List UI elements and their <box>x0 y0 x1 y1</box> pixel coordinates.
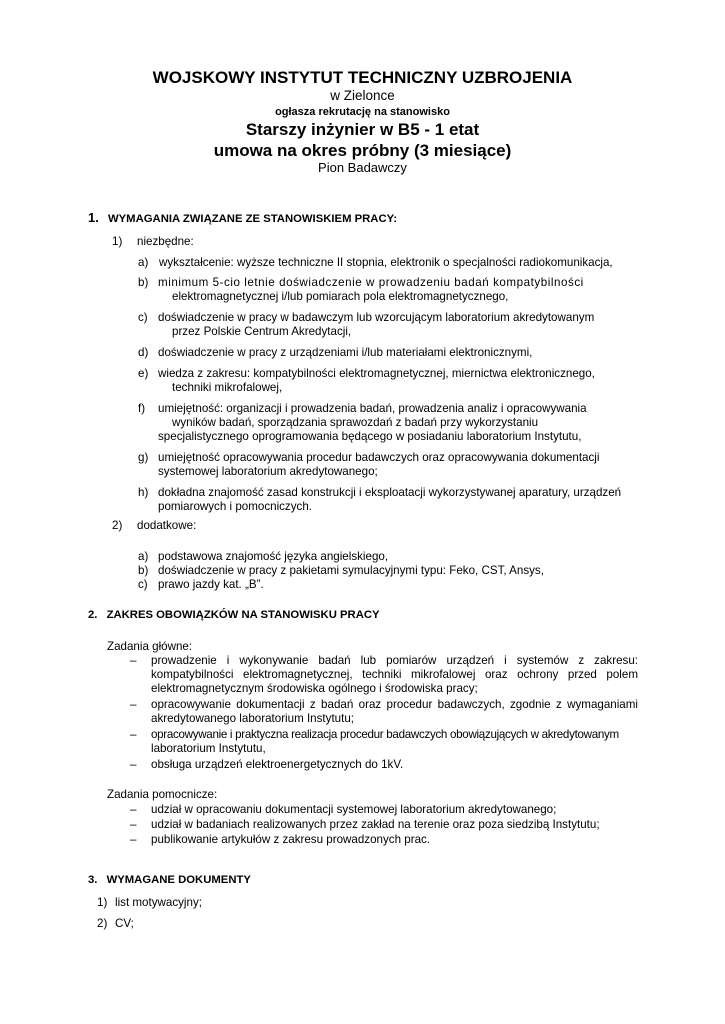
item-letter: e) <box>138 367 149 380</box>
requirement-text: umiejętność: organizacji i prowadzenia badań, prowadzenia analiz i opracowywania <box>158 402 587 415</box>
document-number: 1) <box>97 896 108 909</box>
item-letter: c) <box>138 578 148 591</box>
dash-bullet: – <box>130 654 137 667</box>
task-text: laboratorium Instytutu, <box>151 742 266 755</box>
requirement-text: wykształcenie: wyższe techniczne II stopnia, elektronik o specjalności radiokomunikacja, <box>159 256 613 269</box>
requirement-text: minimum 5-cio letnie doświadczenie w prowadzeniu badań kompatybilności <box>158 276 584 289</box>
task-text: prowadzenie i wykonywanie badań lub pomiarów urządzeń i systemów z zakresu: <box>151 654 638 667</box>
aux-task-text: udział w opracowaniu dokumentacji systemowej laboratorium akredytowanego; <box>151 803 557 816</box>
announcement-line: ogłasza rekrutację na stanowisko <box>275 106 450 118</box>
requirement-text: systemowej laboratorium akredytowanego; <box>158 465 378 478</box>
section-number: 1. <box>88 210 99 225</box>
item-letter: d) <box>138 346 149 359</box>
additional-requirement-text: doświadczenie w pracy z pakietami symulacyjnymi typu: Feko, CST, Ansys, <box>158 564 544 577</box>
requirement-text: dokładna znajomość zasad konstrukcji i eksploatacji wykorzystywanej aparatury, urządzeń <box>158 486 622 499</box>
dash-bullet: – <box>130 833 137 846</box>
item-letter: b) <box>138 276 149 289</box>
section-number: 3. <box>88 874 98 886</box>
task-text: opracowywanie dokumentacji z badań oraz procedur badawczych, zgodnie z wymaganiami <box>151 698 638 711</box>
contract-type: umowa na okres próbny (3 miesiące) <box>213 141 512 160</box>
item-letter: h) <box>138 486 149 499</box>
section-3-heading <box>88 874 251 886</box>
item-letter: a) <box>138 256 149 269</box>
task-text: kompatybilności elektromagnetycznej, techniki mikrofalowej oraz ochrony przed polem <box>151 668 638 681</box>
requirement-text: przez Polskie Centrum Akredytacji, <box>172 325 352 338</box>
task-text: elektromagnetycznym środowiska ogólnego i środowiska pracy; <box>151 682 478 695</box>
section-number: 2. <box>88 609 98 621</box>
required-number: 1) <box>112 235 123 248</box>
division-name: Pion Badawczy <box>318 160 407 175</box>
item-letter: g) <box>138 451 149 464</box>
section-title: ZAKRES OBOWIĄZKÓW NA STANOWISKU PRACY <box>106 609 380 621</box>
requirement-text: doświadczenie w pracy w badawczym lub wzorcującym laboratorium akredytowanym <box>158 311 595 324</box>
document-number: 2) <box>97 917 108 930</box>
requirement-text: wiedza z zakresu: kompatybilności elektromagnetycznej, miernictwa elektronicznego, <box>158 367 595 380</box>
additional-requirement-text: podstawowa znajomość języka angielskiego, <box>158 550 389 563</box>
requirement-text: pomiarowych i pomocniczych. <box>158 500 312 513</box>
requirement-text: specjalistycznego oprogramowania będącego w posiadaniu laboratorium Instytutu, <box>158 430 582 443</box>
item-letter: a) <box>138 550 149 563</box>
additional-requirement-text: prawo jazdy kat. „B”. <box>158 578 264 591</box>
document-text: CV; <box>115 917 134 930</box>
dash-bullet: – <box>130 758 137 771</box>
section-title: WYMAGANIA ZWIĄZANE ZE STANOWISKIEM PRACY: <box>107 213 398 225</box>
main-tasks-label: Zadania główne: <box>107 640 193 653</box>
section-title: WYMAGANE DOKUMENTY <box>106 874 251 886</box>
task-text: opracowywanie i praktyczna realizacja procedur badawczych obowiązujących w akredytowanym <box>151 728 619 741</box>
dash-bullet: – <box>130 728 137 741</box>
additional-label: dodatkowe: <box>137 519 197 532</box>
document-text: list motywacyjny; <box>115 896 202 909</box>
requirement-text: wyników badań, sporządzania sprawozdań z badań przy wykorzystaniu <box>172 416 539 429</box>
requirement-text: techniki mikrofalowej, <box>172 381 283 394</box>
item-letter: c) <box>138 311 148 324</box>
task-text: obsługa urządzeń elektroenergetycznych do 1kV. <box>151 758 404 771</box>
dash-bullet: – <box>130 698 137 711</box>
dash-bullet: – <box>130 803 137 816</box>
position-title: Starszy inżynier w B5 - 1 etat <box>245 120 480 139</box>
additional-number: 2) <box>112 519 123 532</box>
item-letter: f) <box>138 402 146 415</box>
requirement-text: elektromagnetycznej i/lub pomiarach pola elektromagnetycznego, <box>172 290 509 303</box>
requirement-text: doświadczenie w pracy z urządzeniami i/lub materiałami elektronicznymi, <box>158 346 533 359</box>
aux-task-text: udział w badaniach realizowanych przez zakład na terenie oraz poza siedzibą Instytutu; <box>151 818 600 831</box>
institution-name: WOJSKOWY INSTYTUT TECHNICZNY UZBROJENIA <box>152 68 573 87</box>
institution-city: w Zielonce <box>330 88 395 103</box>
required-label: niezbędne: <box>137 235 194 248</box>
aux-tasks-label: Zadania pomocnicze: <box>107 788 218 801</box>
section-2-heading <box>88 609 380 621</box>
dash-bullet: – <box>130 818 137 831</box>
requirement-text: umiejętność opracowywania procedur badawczych oraz opracowywania dokumentacji <box>158 451 600 464</box>
item-letter: b) <box>138 564 149 577</box>
task-text: akredytowanego laboratorium Instytutu; <box>151 712 355 725</box>
section-1-heading <box>88 210 397 225</box>
aux-task-text: publikowanie artykułów z zakresu prowadzonych prac. <box>151 833 431 846</box>
